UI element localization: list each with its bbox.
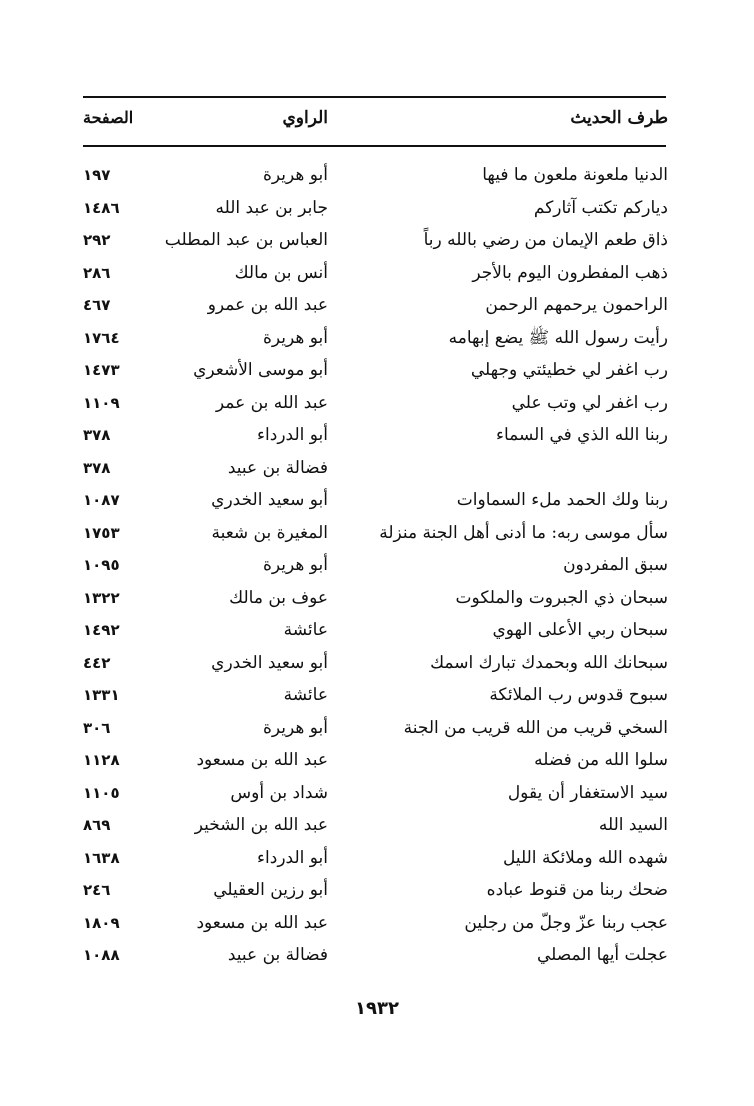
page-cell: ١٧٦٤ [83, 328, 120, 347]
rawi-cell: أبو الدرداء [257, 847, 328, 868]
page-cell: ١٠٨٨ [83, 946, 120, 964]
header-hadith: طرف الحديث [570, 108, 668, 128]
table-row [83, 744, 668, 776]
hadith-cell: السخي قريب من الله قريب من الجنة [403, 717, 668, 738]
hadith-cell: سبحانك الله وبحمدك تبارك اسمك [430, 652, 668, 673]
table-row [83, 809, 668, 841]
hadith-cell: عجب ربنا عزّ وجلّ من رجلين [464, 912, 668, 933]
page-cell: ١٣٣١ [83, 686, 120, 704]
table-row [83, 907, 668, 939]
rawi-cell: أبو هريرة [262, 555, 328, 575]
table-row [83, 387, 668, 419]
table-row [83, 257, 668, 289]
hadith-cell: سيد الاستغفار أن يقول [507, 782, 668, 803]
rawi-cell: فضالة بن عبيد [227, 457, 328, 478]
page-cell: ١٤٩٢ [83, 621, 120, 639]
hadith-cell [348, 452, 668, 484]
rawi-cell: شداد بن أوس [230, 782, 328, 803]
page-cell: ٨٦٩ [83, 816, 111, 834]
rawi-cell: المغيرة بن شعبة [211, 522, 328, 543]
page-cell: ١٤٧٣ [83, 361, 120, 379]
hadith-cell: ذهب المفطرون اليوم بالأجر [472, 262, 668, 283]
table-row [83, 614, 668, 646]
rawi-cell: أبو هريرة [262, 327, 328, 348]
rawi-cell: عبد الله بن مسعود [196, 912, 328, 933]
table-row [83, 939, 668, 971]
hadith-cell: ديارکم تکتب آثارکم [533, 197, 668, 218]
hadith-cell: عجلت أيها المصلي [537, 945, 668, 965]
header-rule [83, 145, 666, 147]
rawi-cell: عوف بن مالك [229, 587, 328, 608]
hadith-cell: شهده الله وملائكة الليل [503, 847, 668, 868]
page-cell: ١٣٢٢ [83, 588, 120, 607]
hadith-cell: الراحمون يرحمهم الرحمن [485, 295, 668, 315]
page-cell: ١٦٣٨ [83, 848, 120, 867]
hadith-cell: سأل موسى ربه: ما أدنى أهل الجنة منزلة [379, 522, 668, 543]
rawi-cell: أبو سعيد الخدري [211, 652, 328, 673]
page-cell: ١١٢٨ [83, 751, 120, 769]
page-cell: ١٨٠٩ [83, 913, 120, 932]
header-rawi: الراوي [282, 108, 328, 128]
rawi-cell: أبو موسى الأشعري [193, 360, 328, 380]
rawi-cell: أبو الدرداء [257, 425, 328, 445]
table-row [83, 842, 668, 874]
table-row [83, 354, 668, 386]
hadith-cell: سبحان ذي الجبروت والملكوت [455, 587, 668, 608]
rawi-cell: عبد الله بن مسعود [196, 750, 328, 770]
rawi-cell: العباس بن عبد المطلب [164, 230, 328, 250]
page-number: ١٩٣٢ [355, 998, 399, 1019]
table-row [83, 777, 668, 809]
table-row [83, 679, 668, 711]
rawi-cell: عائشة [283, 620, 328, 640]
table-row [83, 224, 668, 256]
hadith-cell: سبوح قدوس رب الملائكة [489, 685, 668, 705]
rawi-cell: أنس بن مالك [234, 262, 328, 283]
page-cell: ١٠٨٧ [83, 491, 120, 509]
table-row [83, 517, 668, 549]
page-cell: ١١٠٩ [83, 393, 120, 412]
page-cell: ٣٠٦ [83, 718, 111, 737]
table-row [83, 582, 668, 614]
hadith-cell: ربنا ولك الحمد ملء السماوات [456, 490, 668, 510]
rawi-cell: أبو رزين العقيلي [213, 880, 328, 900]
rawi-cell: عبد الله بن عمر [215, 392, 328, 413]
table-row [83, 452, 668, 484]
table-row [83, 647, 668, 679]
page-cell: ١٧٥٣ [83, 523, 120, 542]
hadith-cell: ربنا الله الذي في السماء [495, 425, 668, 445]
table-row [83, 159, 668, 191]
rawi-cell: عبد الله بن عمرو [207, 295, 328, 315]
page-cell: ٤٦٧ [83, 296, 111, 314]
header-page: الصفحة [83, 108, 134, 127]
rawi-cell: أبو هريرة [262, 165, 328, 185]
hadith-cell: ضحك ربنا من قنوط عباده [486, 880, 668, 900]
rawi-cell: عبد الله بن الشخير [194, 815, 328, 835]
table-row [83, 322, 668, 354]
table-row [83, 192, 668, 224]
hadith-cell: رب اغفر لي وتب علي [511, 392, 668, 413]
hadith-cell: رب اغفر لي خطيئتي وجهلي [470, 360, 668, 380]
table-row [83, 874, 668, 906]
page-cell: ٢٨٦ [83, 263, 111, 282]
page-cell: ١٩٧ [83, 166, 111, 184]
hadith-cell: رأيت رسول الله ﷺ يضع إبهامه [448, 327, 668, 348]
table-row [83, 549, 668, 581]
table-row [83, 484, 668, 516]
rawi-cell: أبو هريرة [262, 717, 328, 738]
table-row [83, 289, 668, 321]
page-cell: ٣٧٨ [83, 426, 111, 444]
table-header [83, 102, 668, 134]
hadith-cell: السيد الله [598, 815, 668, 835]
hadith-cell: سبحان ربي الأعلى الهوي [492, 620, 668, 640]
hadith-cell: سلوا الله من فضله [534, 750, 668, 770]
rawi-cell: فضالة بن عبيد [227, 945, 328, 965]
page-cell: ٢٩٢ [83, 231, 111, 249]
page-cell: ١٠٩٥ [83, 556, 120, 574]
page-cell: ٤٤٢ [83, 653, 111, 672]
page-cell: ١٤٨٦ [83, 198, 120, 217]
hadith-cell: ذاق طعم الإيمان من رضي بالله رباً [423, 230, 668, 250]
top-rule [83, 96, 666, 98]
table-row [83, 419, 668, 451]
rawi-cell: أبو سعيد الخدري [211, 490, 328, 510]
hadith-cell: الدنيا ملعونة ملعون ما فيها [482, 165, 668, 185]
table-row [83, 712, 668, 744]
page-cell: ٣٧٨ [83, 458, 111, 477]
rawi-cell: جابر بن عبد الله [215, 197, 328, 218]
page-cell: ٢٤٦ [83, 881, 111, 899]
rawi-cell: عائشة [283, 685, 328, 705]
hadith-cell: سبق المفردون [563, 555, 668, 575]
page-cell: ١١٠٥ [83, 783, 120, 802]
